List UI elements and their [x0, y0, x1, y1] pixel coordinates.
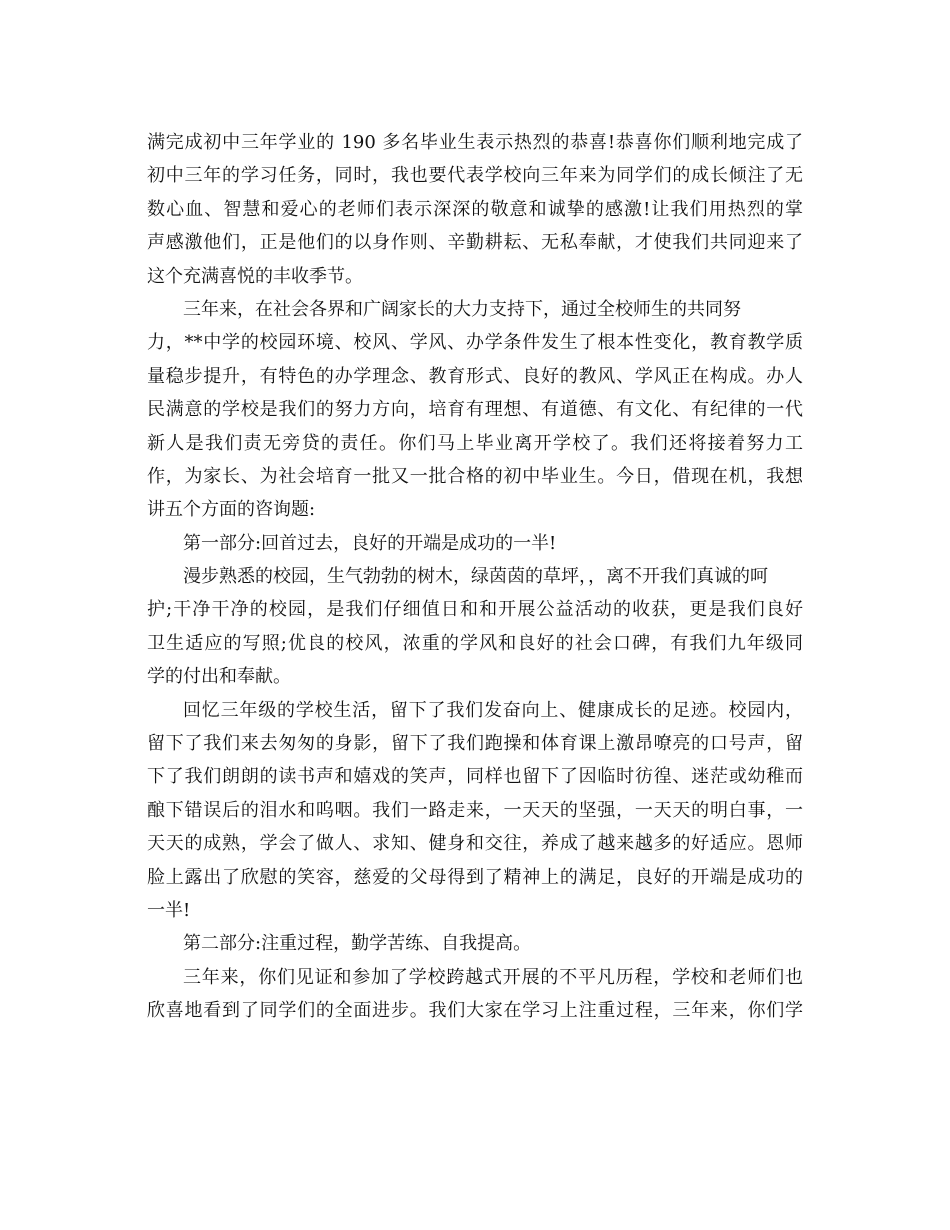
text-line: 民满意的学校是我们的努力方向，培育有理想、有道德、有文化、有纪律的一代	[147, 399, 803, 421]
text-line: 学的付出和奉献。	[147, 666, 291, 688]
text-line: 数心血、智慧和爱心的老师们表示深深的敬意和诚挚的感激!让我们用热烈的掌	[147, 198, 803, 220]
document-body	[147, 126, 803, 1028]
text-line: 第二部分:注重过程，勤学苦练、自我提高。	[183, 933, 532, 955]
text-line: 酿下错误后的泪水和呜咽。我们一路走来，一天天的坚强，一天天的明白事，一	[147, 799, 803, 821]
text-line: 新人是我们责无旁贷的责任。你们马上毕业离开学校了。我们还将接着努力工	[147, 432, 803, 454]
text-line: 回忆三年级的学校生活，留下了我们发奋向上、健康成长的足迹。校园内，	[183, 699, 803, 721]
text-line: 一半!	[147, 899, 191, 921]
text-line: 留下了我们来去匆匆的身影，留下了我们跑操和体育课上激昂嘹亮的口号声，留	[147, 733, 803, 755]
text-line: 三年来，你们见证和参加了学校跨越式开展的不平凡历程，学校和老师们也	[183, 966, 803, 988]
text-line: 下了我们朗朗的读书声和嬉戏的笑声，同样也留下了因临时彷徨、迷茫或幼稚而	[147, 766, 803, 788]
text-line: 这个充满喜悦的丰收季节。	[147, 265, 363, 287]
text-line: 漫步熟悉的校园，生气勃勃的树木，绿茵茵的草坪，，离不开我们真诚的呵	[183, 566, 768, 588]
text-line: 三年来，在社会各界和广阔家长的大力支持下，通过全校师生的共同努	[183, 298, 741, 320]
text-line: 卫生适应的写照;优良的校风，浓重的学风和良好的社会口碑，有我们九年级同	[147, 632, 803, 654]
text-line: 满完成初中三年学业的 190 多名毕业生表示热烈的恭喜!恭喜你们顺利地完成了	[147, 132, 803, 153]
text-line: 护;干净干净的校园，是我们仔细值日和和开展公益活动的收获，更是我们良好	[147, 599, 803, 621]
text-line: 第一部分:回首过去，良好的开端是成功的一半!	[183, 532, 557, 554]
text-line: 欣喜地看到了同学们的全面进步。我们大家在学习上注重过程，三年来，你们学	[147, 1000, 803, 1022]
text-line: 声感激他们，正是他们的以身作则、辛勤耕耘、无私奉献，才使我们共同迎来了	[147, 232, 803, 254]
text-line: 初中三年的学习任务，同时，我也要代表学校向三年来为同学们的成长倾注了无	[147, 165, 803, 187]
text-line: 讲五个方面的咨询题:	[147, 499, 316, 521]
text-line: 力，**中学的校园环境、校风、学风、办学条件发生了根本性变化，教育教学质	[147, 332, 803, 354]
text-line: 脸上露出了欣慰的笑容，慈爱的父母得到了精神上的满足，良好的开端是成功的	[147, 866, 803, 888]
text-line: 作，为家长、为社会培育一批又一批合格的初中毕业生。今日，借现在机，我想	[147, 465, 803, 487]
text-line: 量稳步提升，有特色的办学理念、教育形式、良好的教风、学风正在构成。办人	[147, 365, 803, 387]
text-line: 天天的成熟，学会了做人、求知、健身和交往，养成了越来越多的好适应。恩师	[147, 833, 803, 855]
